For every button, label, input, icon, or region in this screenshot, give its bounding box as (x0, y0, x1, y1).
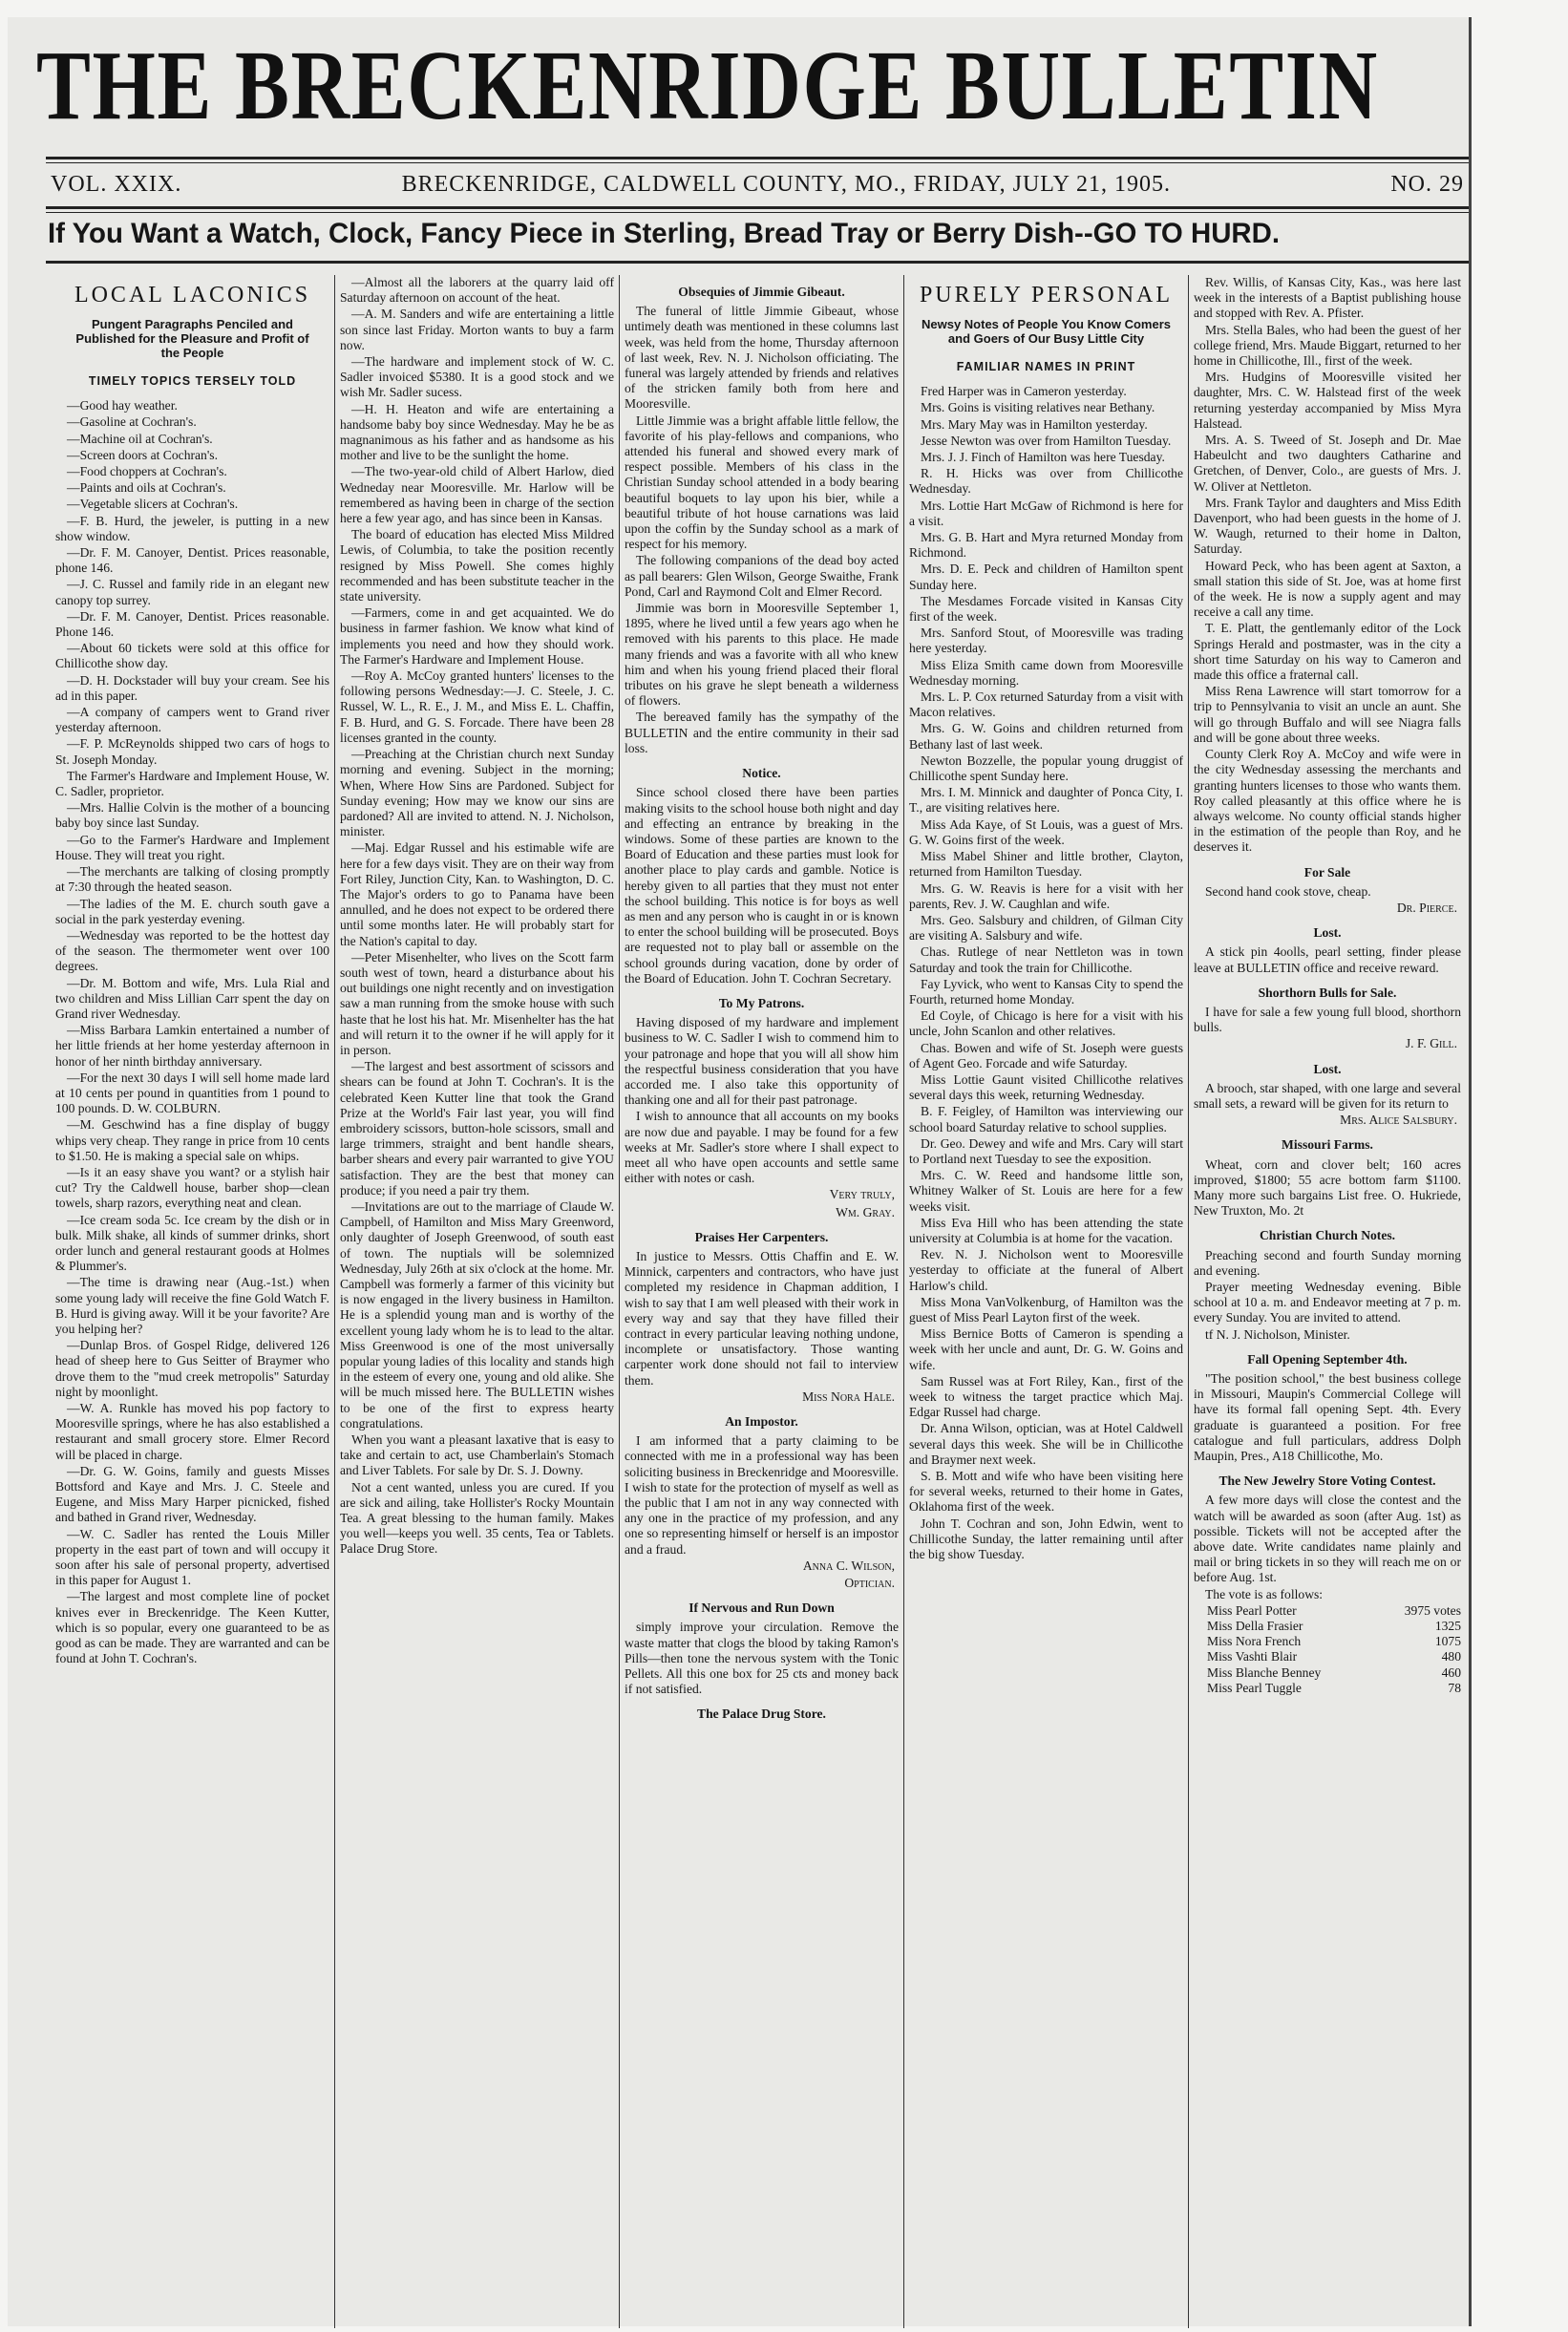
paragraph: Mrs. G. W. Goins and children returned from Bethany last of last week. (909, 721, 1183, 752)
paragraph: —Preaching at the Christian church next Sunday morning and evening. Subject in the morning; When, Where How Sins are Pardoned. Subject for Sunday evening; How may we know our sins are pardoned? All are invited to attend. N. J. Nicholson, minister. (340, 747, 614, 839)
paragraph: —Miss Barbara Lamkin entertained a number of her little friends at her home yesterday afternoon in honor of her ninth birthday anniversary. (55, 1023, 329, 1069)
vote-row (1194, 1619, 1461, 1634)
paragraph: —M. Geschwind has a fine display of buggy whips very cheap. They range in price from 10 cents to $1.50. He is making a special sale on whips. (55, 1117, 329, 1163)
newspaper-title: THE BRECKENRIDGE BULLETIN (36, 31, 1379, 140)
paragraph: Mrs. C. W. Reed and handsome little son, Whitney Walker of St. Louis are here for a few weeks visit. (909, 1168, 1183, 1214)
paragraph: —Go to the Farmer's Hardware and Implement House. They will treat you right. (55, 832, 329, 862)
section-subheading: Newsy Notes of People You Know Comers and Goers of Our Busy Little City (921, 317, 1171, 346)
signature: Wm. Gray. (836, 1204, 895, 1219)
article-headline: Fall Opening September 4th. (1247, 1351, 1408, 1367)
paragraph: A brooch, star shaped, with one large and several small sets, a reward will be given for its return to (1194, 1080, 1461, 1111)
vote-row (1194, 1665, 1461, 1681)
signature: Miss Nora Hale. (802, 1389, 895, 1404)
signature: J. F. Gill. (1405, 1036, 1457, 1051)
paragraph: Miss Rena Lawrence will start tomorrow for a trip to Pennsylvania to visit an uncle an aunt. She will go through Buffalo and will see Niagra falls and will be gone about three weeks. (1194, 684, 1461, 745)
paragraph: —F. P. McReynolds shipped two cars of hogs to St. Joseph Monday. (55, 736, 329, 767)
dateline (51, 172, 1464, 202)
columns (51, 275, 1473, 2328)
section-heading: LOCAL LACONICS (74, 283, 311, 307)
candidate-name: Miss Vashti Blair (1207, 1649, 1298, 1664)
paragraph: T. E. Platt, the gentlemanly editor of the Lock Springs Herald and postmaster, was in the city a short time Saturday on his way to Cameron and made this office a fraternal call. (1194, 621, 1461, 683)
paragraph: Mrs. Mary May was in Hamilton yesterday. (921, 416, 1148, 432)
paragraph: —Mrs. Hallie Colvin is the mother of a bouncing baby boy since last Sunday. (55, 800, 329, 831)
paragraph: —F. B. Hurd, the jeweler, is putting in a new show window. (55, 513, 329, 543)
paragraph: I am informed that a party claiming to be connected with me in a professional way has been soliciting business in Breckenridge and Mooresville. I wish to state for the protection of myself as well as the public that I am not in any way connected with any one in the practice of my profession, and any one so representing himself or herself is an impostor and a fraud. (625, 1433, 899, 1557)
article-headline: Obsequies of Jimmie Gibeaut. (678, 285, 845, 299)
paragraph: Mrs. Geo. Salsbury and children, of Gilman City are visiting A. Salsbury and wife. (909, 912, 1183, 943)
paragraph: The Mesdames Forcade visited in Kansas City first of the week. (909, 593, 1183, 625)
paragraph: Wheat, corn and clover belt; 160 acres improved, $1800; 55 acre bottom farm $1100. Many more such bargains List free. O. Hukriede, New Truxton, Mo. 2t (1194, 1156, 1461, 1219)
candidate-name: Miss Nora French (1207, 1634, 1302, 1649)
article-headline: Shorthorn Bulls for Sale. (1258, 985, 1397, 1000)
paragraph: Mrs. A. S. Tweed of St. Joseph and Dr. Mae Habeulcht and two daughters Catharine and Gretchen, of Denver, Colo., are guests of Mrs. J. W. Oliver at Nettleton. (1194, 433, 1461, 494)
paragraph: —Dr. F. M. Canoyer, Dentist. Prices reasonable, phone 146. (55, 545, 329, 576)
paragraph: Miss Ada Kaye, of St Louis, was a guest of Mrs. G. W. Goins first of the week. (909, 816, 1183, 847)
paragraph: When you want a pleasant laxative that is easy to take and certain to act, use Chamberlain's Stomach and Liver Tablets. For sale by Dr. S. J. Downy. (340, 1432, 614, 1478)
paragraph: Having disposed of my hardware and implement business to W. C. Sadler I wish to commend him to your patronage and hope that you will all show him the respectful business consideration that you have accorded me. I also take this opportunity of thanking one and all for their past patronage. (625, 1015, 899, 1108)
paragraph: Sam Russel was at Fort Riley, Kan., first of the week to witness the target practice which Maj. Edgar Russel had charge. (909, 1373, 1183, 1420)
paragraph: The vote is as follows: (1205, 1586, 1324, 1601)
vote-count: 480 (1441, 1649, 1461, 1664)
paragraph: Newton Bozzelle, the popular young druggist of Chillicothe spent Sunday here. (909, 753, 1183, 784)
paragraph: Mrs. G. B. Hart and Myra returned Monday from Richmond. (909, 530, 1183, 561)
column-2 (335, 275, 620, 2328)
paragraph: Miss Eliza Smith came down from Mooresville Wednesday morning. (909, 657, 1183, 688)
paragraph: "The position school," the best business college in Missouri, Maupin's Commercial College will have its formal fall opening Sept. 4th. Every graduate is guaranteed a position. For free catalogue and full particulars, address Dolph Maupin, Pres., A18 Chillicothe, Mo. (1194, 1371, 1461, 1464)
paragraph: Mrs. I. M. Minnick and daughter of Ponca City, I. T., are visiting relatives here. (909, 785, 1183, 816)
paragraph: —Wednesday was reported to be the hottest day of the season. The thermometer went over 100 degrees. (55, 927, 329, 974)
paragraph: Mrs. L. P. Cox returned Saturday from a visit with Macon relatives. (909, 689, 1183, 720)
article-headline: Lost. (1313, 925, 1342, 941)
candidate-name: Miss Blanche Benney (1207, 1664, 1322, 1680)
article-headline: If Nervous and Run Down (689, 1601, 835, 1616)
paragraph: Miss Eva Hill who has been attending the state university at Columbia is at home for the vacation. (909, 1215, 1183, 1245)
paragraph: —Dunlap Bros. of Gospel Ridge, delivered 126 head of sheep here to Gus Seitter of Braymer who drove them to the "mud creek metropolis" Saturday night by moonlight. (55, 1338, 329, 1399)
paragraph: I have for sale a few young full blood, shorthorn bulls. (1194, 1004, 1461, 1035)
paragraph: The bereaved family has the sympathy of the BULLETIN and the entire community in their sad loss. (625, 710, 899, 755)
vote-row (1194, 1634, 1461, 1649)
paragraph: I wish to announce that all accounts on my books are now due and payable. I may be found for a few weeks at Mr. Sadler's store where I shall expect to meet all who have open accounts and settle same either with notes or cash. (625, 1109, 899, 1186)
article-headline: The Palace Drug Store. (697, 1707, 826, 1722)
paragraph: —About 60 tickets were sold at this office for Chillicothe show day. (55, 641, 329, 671)
column-5 (1189, 275, 1466, 2328)
paragraph: —W. A. Runkle has moved his pop factory to Mooresville springs, where he has also established a restaurant and small grocery store. Elmer Record will be placed in charge. (55, 1401, 329, 1462)
signature: Optician. (844, 1576, 895, 1591)
paragraph: Miss Mona VanVolkenburg, of Hamilton was the guest of Miss Pearl Layton first of the week. (909, 1294, 1183, 1325)
paragraph: Since school closed there have been parties making visits to the school house both night and day and effecting an entrance by breaking in the windows. Some of these parties are known to the Board of Education and these parties must look for another place to play cards and gamble. Notice is hereby given to all parties that they must not enter the school building. This notice is for boys as well as men and any person who is caught in or is known to enter the school building will be prosecuted. Boys are requested not to play ball or assemble on the school grounds during vacation, done by order of the Board of Education. John T. Cochran Secretary. (625, 785, 899, 986)
paragraph: —Ice cream soda 5c. Ice cream by the dish or in bulk. Milk shake, all kinds of summer drinks, short order lunch and general restaurant goods at Holmes & Plummer's. (55, 1212, 329, 1274)
paragraph: —The largest and most complete line of pocket knives ever in Breckenridge. The Keen Kutter, which is so popular, every one guaranteed to be as good as can be made. They are warranted and can be found at John T. Cochran's. (55, 1589, 329, 1666)
signature: Dr. Pierce. (1396, 900, 1457, 915)
vote-count: 1325 (1434, 1619, 1461, 1634)
paragraph: Ed Coyle, of Chicago is here for a visit with his uncle, John Scanlon and other relatives. (909, 1008, 1183, 1039)
article-headline: Missouri Farms. (1282, 1137, 1373, 1153)
paragraph: —Farmers, come in and get acquainted. We do business in farmer fashion. We know what kind of implements you need and how they should work. The Farmer's Hardware and Implement House. (340, 605, 614, 667)
paragraph: —Food choppers at Cochran's. (67, 464, 227, 479)
vote-count: 3975 votes (1404, 1602, 1461, 1618)
divider (46, 157, 1469, 159)
paragraph: Chas. Rutlege of near Nettleton was in town Saturday and took the train for Chillicothe. (909, 944, 1183, 975)
paragraph: —The merchants are talking of closing promptly at 7:30 through the heated season. (55, 864, 329, 895)
section-subheading: Pungent Paragraphs Penciled and Published for the Pleasure and Profit of the People (75, 317, 309, 360)
paragraph: Mrs. Lottie Hart McGaw of Richmond is here for a visit. (909, 498, 1183, 528)
paragraph: Mrs. Frank Taylor and daughters and Miss Edith Davenport, who had been guests in the home of J. W. Waugh, returned to their home in Dalton, Saturday. (1194, 495, 1461, 557)
divider (46, 261, 1469, 264)
paragraph: —Dr. G. W. Goins, family and guests Misses Bottsford and Kaye and Mrs. J. C. Steele and Eugene, and Miss Mary Harper picnicked, fished and bathed in Grand river, Wednesday. (55, 1463, 329, 1525)
paragraph: —Paints and oils at Cochran's. (67, 480, 226, 496)
paragraph: Miss Lottie Gaunt visited Chillicothe relatives several days this week, returning Wednesday. (909, 1071, 1183, 1103)
article-headline: The New Jewelry Store Voting Contest. (1218, 1473, 1436, 1489)
paragraph: John T. Cochran and son, John Edwin, went to Chillicothe Sunday, the latter remaining until after the big show Tuesday. (909, 1516, 1183, 1562)
paragraph: —Machine oil at Cochran's. (67, 431, 213, 446)
candidate-name: Miss Pearl Potter (1207, 1602, 1297, 1618)
paragraph: simply improve your circulation. Remove the waste matter that clogs the blood by taking Ramon's Pills—then tone the nervous system with the Tonic Pellets. All this one box for 25 cts and money back if not satisfied. (625, 1620, 899, 1697)
vote-row (1194, 1649, 1461, 1664)
date-location: BRECKENRIDGE, CALDWELL COUNTY, MO., FRIDAY, JULY 21, 1905. (401, 172, 1172, 197)
paragraph: —Screen doors at Cochran's. (67, 447, 218, 462)
paragraph: B. F. Feigley, of Hamilton was interviewing our school board Saturday relative to school supplies. (909, 1104, 1183, 1134)
signature: Anna C. Wilson, (802, 1558, 895, 1573)
paragraph: Preaching second and fourth Sunday morning and evening. (1194, 1247, 1461, 1278)
paragraph: Little Jimmie was a bright affable little fellow, the favorite of his play-fellows and companions, who attended his funeral and showed every mark of respect possible. Members of his class in the Christian Sunday school attended in a body bearing beautiful boquets to lay upon his bier, while a beautiful tribute of hot house carnations was laid upon the coffin by the Sunday school as a mark of respect for his memory. (625, 413, 899, 552)
paragraph: Miss Mabel Shiner and little brother, Clayton, returned from Hamilton Tuesday. (909, 849, 1183, 880)
paragraph: Mrs. J. J. Finch of Hamilton was here Tuesday. (921, 450, 1165, 465)
paragraph: —Vegetable slicers at Cochran's. (67, 497, 239, 512)
paragraph: Chas. Bowen and wife of St. Joseph were guests of Agent Geo. Forcade and wife Saturday. (909, 1040, 1183, 1071)
paragraph: —Invitations are out to the marriage of Claude W. Campbell, of Hamilton and Miss Mary Greenword, only daughter of Joseph Greenwood, of south east of town. The nuptials will be solemnized Wednesday, July 26th at six o'clock at the home. Mr. Campbell was formerly a farmer of this vicinity but is now engaged in the livery business in Hamilton. He is a splendid young man and is worthy of the excellent young lady whom he is to lead to the altar. Miss Greenwood is one of the most universally popular young ladies of this locality and stands high in the esteem of every one, young and old alike. She will be much missed here. The BULLETIN wishes to be one of the first to express hearty congratulations. (340, 1198, 614, 1431)
paragraph: —The two-year-old child of Albert Harlow, died Wedneday near Mooresville. Mr. Harlow will be remembered as having been in charge of the section here a few year ago, and has since been in Kansas. (340, 464, 614, 526)
vote-row (1194, 1681, 1461, 1696)
paragraph: Mrs. D. E. Peck and children of Hamilton spent Sunday here. (909, 562, 1183, 592)
candidate-name: Miss Pearl Tuggle (1207, 1680, 1302, 1695)
paragraph: —D. H. Dockstader will buy your cream. See his ad in this paper. (55, 672, 329, 703)
paragraph: The Farmer's Hardware and Implement House, W. C. Sadler, proprietor. (55, 768, 329, 799)
paragraph: Rev. N. J. Nicholson went to Mooresville yesterday to officiate at the funeral of Albert Harlow's child. (909, 1247, 1183, 1293)
column-4 (904, 275, 1189, 2328)
paragraph: —The hardware and implement stock of W. C. Sadler invoiced $5380. It is a good stock and we wish Mr. Sadler sucess. (340, 354, 614, 400)
article-headline: For Sale (1303, 864, 1351, 880)
paragraph: R. H. Hicks was over from Chillicothe Wednesday. (909, 466, 1183, 497)
paragraph: Jimmie was born in Mooresville September 1, 1895, where he lived until a few years ago when he removed with his parents to this place. He made many friends and was a favorite with all who knew him and when his young friend placed their floral tributes on his grave he slept beneath a wilderness of flowers. (625, 601, 899, 709)
paragraph: —Dr. M. Bottom and wife, Mrs. Lula Rial and two children and Miss Lillian Carr spent the day on Grand river Wednesday. (55, 975, 329, 1021)
paragraph: Dr. Anna Wilson, optician, was at Hotel Caldwell several days this week. She will be in Chillicothe and Braymer next week. (909, 1421, 1183, 1467)
paragraph: The following companions of the dead boy acted as pall bearers: Glen Wilson, George Swaithe, Frank Pond, Carl and Raymond Colt and Elmer Record. (625, 553, 899, 599)
paragraph: Mrs. Goins is visiting relatives near Bethany. (921, 400, 1155, 415)
paragraph: —The time is drawing near (Aug.-1st.) when some young lady will receive the fine Gold Watch F. B. Hurd is giving away. Will it be your favorite? Are you helping her? (55, 1275, 329, 1336)
paragraph: —H. H. Heaton and wife are entertaining a handsome baby boy since Wednesday. May he be as magnanimous as his father and as handsome as his mother and live to be the sunlight the home. (340, 401, 614, 463)
paragraph: —Dr. F. M. Canoyer, Dentist. Prices reasonable. Phone 146. (55, 608, 329, 640)
paragraph: Mrs. G. W. Reavis is here for a visit with her parents, Rev. J. W. Caughlan and wife. (909, 880, 1183, 911)
candidate-name: Miss Della Frasier (1207, 1619, 1303, 1634)
paragraph: A few more days will close the contest and the watch will be awarded as soon (after Aug. 1st) as possible. Tickets will not be accepted after the above date. Write candidates name plainly and mail or bring tickets in so they will reach me on or before Aug. 1st. (1194, 1493, 1461, 1585)
paragraph: County Clerk Roy A. McCoy and wife were in the city Wednesday assessing the merchants and granting hunters licenses to those who wants them. Roy called pleasantly at this office where he is always welcome. No county official stands higher in the estimation of the people than Roy, and he deserves it. (1194, 747, 1461, 855)
paragraph: —The largest and best assortment of scissors and shears can be found at John T. Cochran's. It is the celebrated Keen Kutter line that took the Grand Prize at the World's Fair last year, you will find embroidery scissors, button-hole scissors, small and large trimmers, straight and bent handle shears, barber shears and every pair warranted to give YOU satisfaction. They are the best that money can produce; if you need a pair try them. (340, 1059, 614, 1198)
paragraph: Mrs. Hudgins of Mooresville visited her daughter, Mrs. C. W. Halstead first of the week returning yesterday accompanied by Miss Myra Halstead. (1194, 370, 1461, 431)
article-headline: To My Patrons. (718, 995, 805, 1010)
section-heading: PURELY PERSONAL (919, 283, 1174, 307)
paragraph: Fay Lyvick, who went to Kansas City to spend the Fourth, returned home Monday. (909, 976, 1183, 1007)
paragraph: tf N. J. Nicholson, Minister. (1205, 1326, 1350, 1342)
paragraph: The funeral of little Jimmie Gibeaut, whose untimely death was mentioned in these columns last week, was held from the home, Thursday afternoon of last week, Rev. N. J. Nicholson officiating. The funeral was largely attended by friends and relatives of the stricken family both from here and Mooresville. (625, 304, 899, 412)
paragraph: —Good hay weather. (67, 398, 178, 413)
divider (46, 162, 1469, 163)
paragraph: Miss Bernice Botts of Cameron is spending a week with her uncle and aunt, Dr. G. W. Goins and wife. (909, 1326, 1183, 1372)
paragraph: Dr. Geo. Dewey and wife and Mrs. Cary will start to Portland next Tuesday to see the exposition. (909, 1135, 1183, 1166)
divider (46, 212, 1469, 213)
signature: Very truly, (829, 1187, 895, 1202)
paragraph: —Is it an easy shave you want? or a stylish hair cut? Try the Caldwell house, barber shop—clean towels, sharp razors, everything neat and clean. (55, 1164, 329, 1211)
newspaper-page (8, 17, 1472, 2326)
paragraph: The board of education has elected Miss Mildred Lewis, of Columbia, to take the position recently resigned by Miss Powell. She comes highly recommended and has been substitute teacher in the state university. (340, 527, 614, 604)
paragraph: A stick pin 4oolls, pearl setting, finder please leave at BULLETIN office and receive reward. (1194, 944, 1461, 975)
paragraph: Jesse Newton was over from Hamilton Tuesday. (921, 433, 1172, 448)
paragraph: —J. C. Russel and family ride in an elegant new canopy top surrey. (55, 577, 329, 607)
paragraph: —Peter Misenhelter, who lives on the Scott farm south west of town, heard a disturbance about his out buildings one night recently and on investigation saw a man running from the smoke house with such haste that he lost his hat. Mr. Misenhelter has the hat and will return it to the owner if he will apply for it in person. (340, 949, 614, 1057)
paragraph: —Roy A. McCoy granted hunters' licenses to the following persons Wednesday:—J. C. Steele, J. C. Russel, W. L., R. E., J. M., and Miss E. L. Chaffin, F. B. Hurd, and G. S. Forcade. There have been 28 licenses granted in the county. (340, 668, 614, 745)
column-3 (620, 275, 904, 2328)
article-headline: Praises Her Carpenters. (694, 1229, 829, 1244)
vote-count: 460 (1441, 1664, 1461, 1680)
signature: Mrs. Alice Salsbury. (1340, 1113, 1457, 1128)
paragraph: Not a cent wanted, unless you are cured. If you are sick and ailing, take Hollister's Rocky Mountain Tea. A great blessing to the human family. Makes you well—keeps you well. 35 cents, Tea or Tablets. Palace Drug Store. (340, 1479, 614, 1557)
paragraph: Howard Peck, who has been agent at Saxton, a small station this side of St. Joe, was at home first of the week. He is now a supply agent and may receive a call any time. (1194, 558, 1461, 620)
paragraph: Fred Harper was in Cameron yesterday. (921, 384, 1127, 399)
paragraph: —Maj. Edgar Russel and his estimable wife are here for a few days visit. They are on their way from Fort Riley, Junction City, Kan. to Washington, D. C. The Major's orders to go to Panama have been annulled, and he does not expect to be ordered there until some months later. He will probably start for the Nation's capital to day. (340, 840, 614, 948)
volume: VOL. XXIX. (51, 172, 182, 197)
article-headline: An Impostor. (725, 1414, 798, 1430)
paragraph: Prayer meeting Wednesday evening. Bible school at 10 a. m. and Endeavor meeting at 7 p. m. every Sunday. You are invited to attend. (1194, 1279, 1461, 1325)
article-headline: Christian Church Notes. (1259, 1228, 1396, 1243)
vote-row (1194, 1603, 1461, 1619)
issue-number: NO. 29 (1390, 172, 1464, 197)
section-kicker: TIMELY TOPICS TERSELY TOLD (88, 374, 297, 388)
paragraph: —A. M. Sanders and wife are entertaining a little son since last Friday. Morton wants to buy a farm now. (340, 307, 614, 352)
article-headline: Notice. (742, 766, 781, 781)
paragraph: Mrs. Sanford Stout, of Mooresville was trading here yesterday. (909, 625, 1183, 656)
column-1 (51, 275, 335, 2328)
section-kicker: FAMILIAR NAMES IN PRINT (956, 360, 1136, 373)
vote-count: 78 (1448, 1680, 1461, 1695)
vote-count: 1075 (1434, 1634, 1461, 1649)
paragraph: Mrs. Stella Bales, who had been the guest of her college friend, Mrs. Maude Biggart, returned to her home in Chillicothe, Ill., first of the week. (1194, 322, 1461, 369)
paragraph: —Almost all the laborers at the quarry laid off Saturday afternoon on account of the heat. (340, 275, 614, 306)
masthead (36, 31, 1469, 141)
paragraph: —Gasoline at Cochran's. (67, 414, 197, 430)
paragraph: Second hand cook stove, cheap. (1205, 883, 1371, 899)
paragraph: —W. C. Sadler has rented the Louis Miller property in the east part of town and will occupy it soon after his sale of personal property, advertised in this paper for August 1. (55, 1526, 329, 1588)
banner-advertisement: If You Want a Watch, Clock, Fancy Piece in Sterling, Bread Tray or Berry Dish--GO TO HURD. (48, 218, 1281, 249)
paragraph: —The ladies of the M. E. church south gave a social in the park yesterday evening. (55, 896, 329, 926)
paragraph: In justice to Messrs. Ottis Chaffin and E. W. Minnick, carpenters and contractors, who have just completed my residence in Chapman addition, I wish to say that I am well pleased with their work in every way and say that they have filled their contract in every particular leaving nothing undone, incomplete or unsatisfactory. Those wanting carpenter work done should not fail to interview them. (625, 1248, 899, 1388)
paragraph: —A company of campers went to Grand river yesterday afternoon. (55, 705, 329, 735)
paragraph: Rev. Willis, of Kansas City, Kas., was here last week in the interests of a Baptist publishing house and stopped with Rev. A. Pfister. (1194, 275, 1461, 321)
paragraph: —For the next 30 days I will sell home made lard at 10 cents per pound in quantities from 1 pound to 100 pounds. D. W. COLBURN. (55, 1070, 329, 1116)
article-headline: Lost. (1313, 1061, 1342, 1076)
paragraph: S. B. Mott and wife who have been visiting here for several weeks, returned to their home in Gates, Oklahoma first of the week. (909, 1469, 1183, 1515)
divider (46, 206, 1469, 209)
